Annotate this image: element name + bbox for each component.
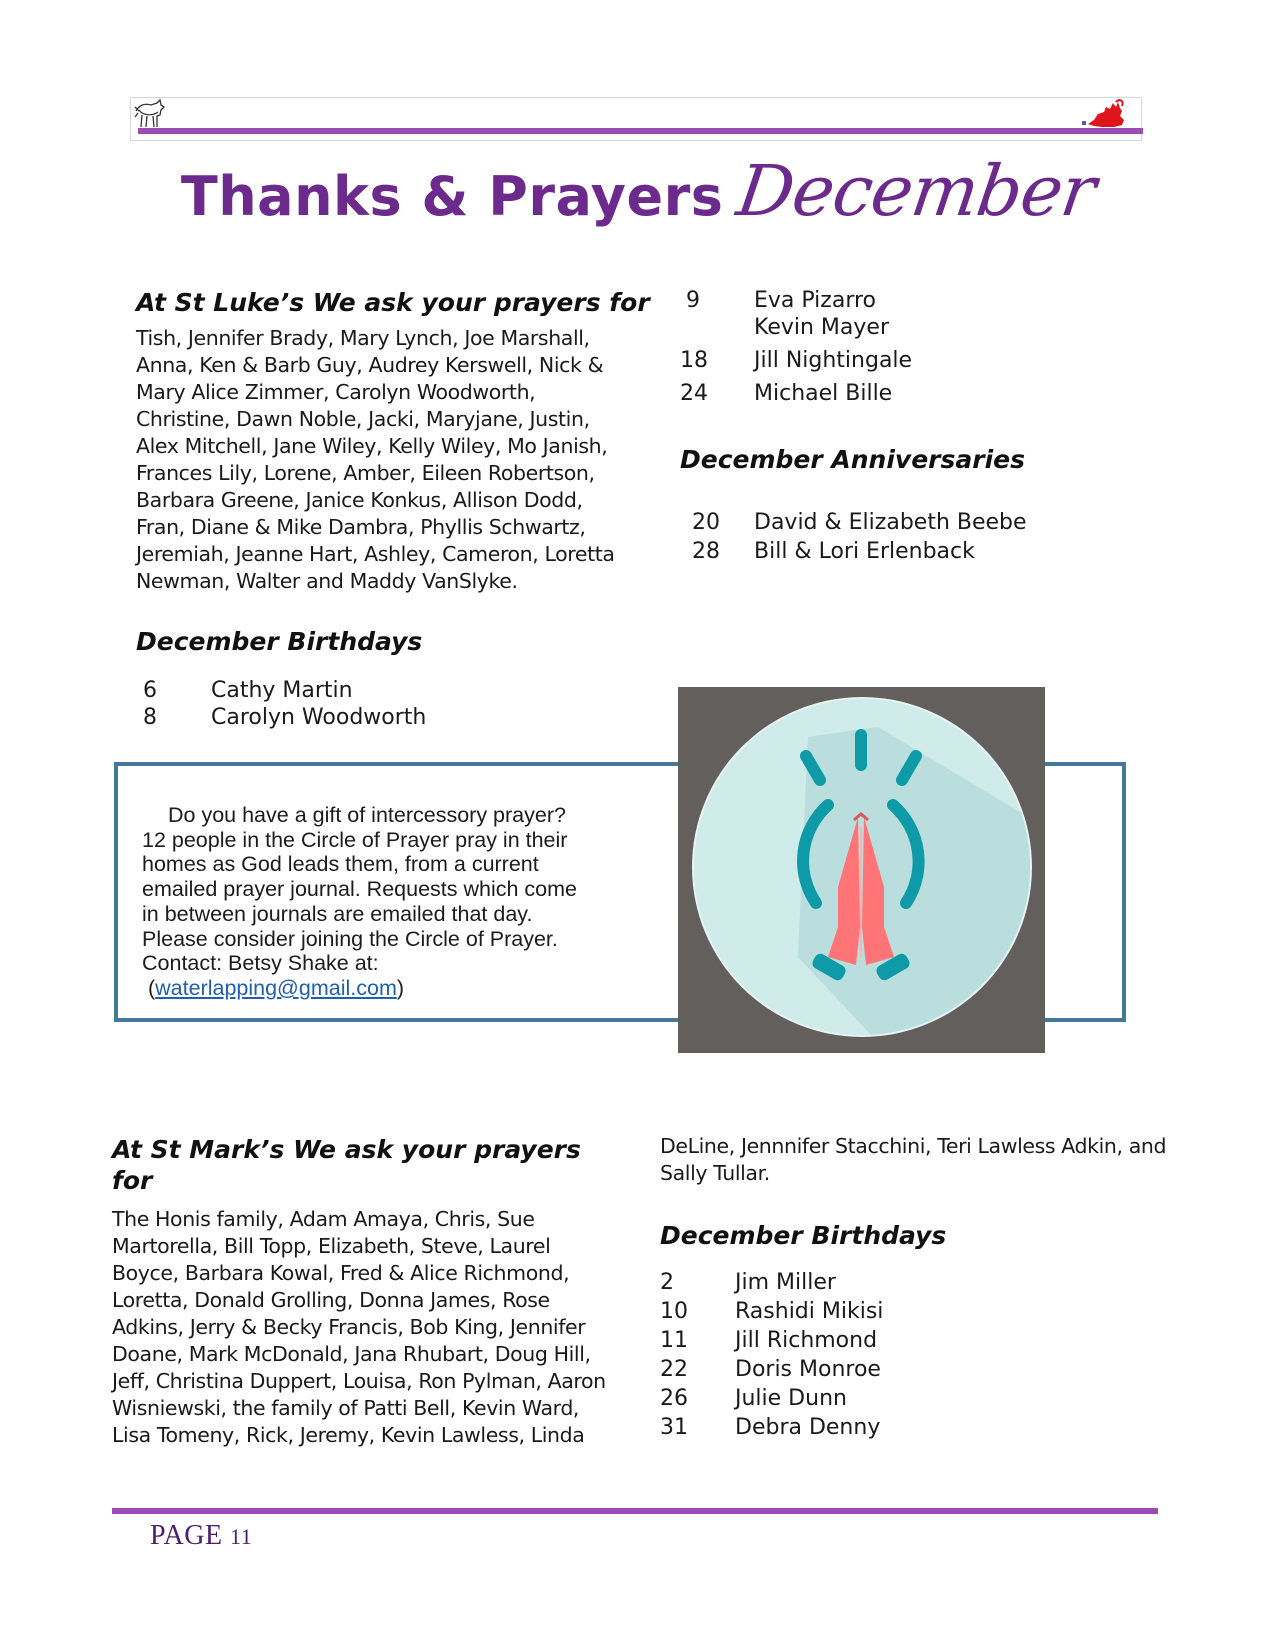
page-label: PAGE (150, 1520, 231, 1551)
birthday-day: 18 (680, 348, 708, 373)
birthday-name: Rashidi Mikisi (735, 1299, 884, 1324)
st-lukes-birthdays-heading: December Birthdays (136, 627, 423, 656)
birthday-name: Michael Bille (754, 381, 893, 406)
list-line: Adkins, Jerry & Becky Francis, Bob King, Jennifer (112, 1315, 586, 1339)
st-marks-heading-line: for (112, 1166, 153, 1195)
prayer-line: in between journals are emailed that day. (142, 901, 533, 926)
header-divider (138, 128, 1143, 134)
st-marks-birthdays-heading: December Birthdays (660, 1221, 947, 1250)
list-line: Tish, Jennifer Brady, Mary Lynch, Joe Marshall, (136, 326, 590, 350)
birthday-name: Jill Nightingale (754, 348, 913, 373)
list-line: Boyce, Barbara Kowal, Fred & Alice Richmond, (112, 1261, 570, 1285)
red-lion-logo-icon (1080, 98, 1128, 130)
anniversaries-heading: December Anniversaries (680, 445, 1025, 474)
birthday-day: 10 (660, 1299, 688, 1324)
anniversary-day: 20 (692, 510, 720, 535)
list-line: Christine, Dawn Noble, Jacki, Maryjane, Justin, (136, 407, 590, 431)
st-lukes-prayer-list (136, 325, 636, 595)
list-line: Lisa Tomeny, Rick, Jeremy, Kevin Lawless, Linda (112, 1423, 585, 1447)
birthday-name: Eva Pizarro (754, 288, 876, 313)
birthday-name: Debra Denny (735, 1415, 881, 1440)
footer-divider (112, 1508, 1158, 1514)
prayer-line: 12 people in the Circle of Prayer pray in their (142, 827, 568, 852)
prayer-line: Do you have a gift of intercessory prayer? (168, 803, 566, 827)
list-line: Jeremiah, Jeanne Hart, Ashley, Cameron, Loretta (136, 542, 615, 566)
list-line: The Honis family, Adam Amaya, Chris, Sue (112, 1207, 535, 1231)
anniversary-name: Bill & Lori Erlenback (754, 539, 975, 564)
st-marks-heading-line: At St Mark’s We ask your prayers (112, 1135, 581, 1164)
birthday-day: 2 (660, 1270, 674, 1295)
list-line: DeLine, Jennnifer Stacchini, Teri Lawless Adkin, and (660, 1134, 1167, 1158)
birthday-name: Doris Monroe (735, 1357, 881, 1382)
prayer-line: emailed prayer journal. Requests which come (142, 877, 577, 902)
birthday-name: Jill Richmond (735, 1328, 878, 1353)
page-number (150, 1520, 252, 1552)
praying-hands-icon (678, 687, 1045, 1053)
prayer-line: Contact: Betsy Shake at: (142, 951, 379, 976)
list-line: Loretta, Donald Grolling, Donna James, Rose (112, 1288, 550, 1312)
birthday-day: 31 (660, 1415, 688, 1440)
st-marks-prayer-list-continued (660, 1133, 1180, 1187)
birthday-name: Jim Miller (735, 1270, 836, 1295)
list-line: Mary Alice Zimmer, Carolyn Woodworth, (136, 380, 536, 404)
birthday-day: 24 (680, 381, 708, 406)
birthday-day: 26 (660, 1386, 688, 1411)
birthday-day: 9 (686, 288, 700, 313)
list-line: Doane, Mark McDonald, Jana Rhubart, Doug Hill, (112, 1342, 591, 1366)
anniversary-day: 28 (692, 539, 720, 564)
list-line: Frances Lily, Lorene, Amber, Eileen Robertson, (136, 461, 595, 485)
birthday-name: Julie Dunn (735, 1386, 847, 1411)
header-banner (130, 97, 1142, 141)
bull-logo-icon (133, 99, 167, 129)
contact-email-link[interactable]: waterlapping@gmail.com (155, 975, 397, 1000)
list-line: Sally Tullar. (660, 1161, 770, 1185)
birthday-day: 11 (660, 1328, 688, 1353)
page-title (0, 150, 1275, 232)
paren-close: ) (396, 975, 405, 1000)
prayer-line: homes as God leads them, from a current (142, 852, 539, 877)
list-line: Martorella, Bill Topp, Elizabeth, Steve, Laurel (112, 1234, 551, 1258)
list-line: Newman, Walter and Maddy VanSlyke. (136, 569, 518, 593)
prayer-circle-text (142, 803, 622, 1001)
birthday-name: Carolyn Woodworth (211, 705, 427, 730)
title-month: December (732, 150, 1100, 232)
anniversary-name: David & Elizabeth Beebe (754, 510, 1027, 535)
list-line: Fran, Diane & Mike Dambra, Phyllis Schwartz, (136, 515, 586, 539)
prayer-line: Please consider joining the Circle of Prayer. (142, 926, 558, 951)
praying-hands-image (678, 687, 1045, 1053)
birthday-name: Kevin Mayer (754, 315, 889, 340)
birthday-day: 22 (660, 1357, 688, 1382)
list-line: Alex Mitchell, Jane Wiley, Kelly Wiley, Mo Janish, (136, 434, 608, 458)
birthday-day: 6 (143, 678, 157, 703)
st-marks-prayer-list (112, 1206, 612, 1449)
paren-open: ( (142, 975, 156, 1000)
title-main: Thanks & Prayers (180, 165, 724, 228)
list-line: Barbara Greene, Janice Konkus, Allison Dodd, (136, 488, 583, 512)
st-marks-heading (112, 1135, 581, 1195)
list-line: Jeff, Christina Duppert, Louisa, Ron Pylman, Aaron (112, 1369, 606, 1393)
page-number-value: 11 (230, 1524, 253, 1549)
st-lukes-heading: At St Luke’s We ask your prayers for (136, 288, 650, 317)
contact-email-line (142, 976, 622, 1001)
birthday-name: Cathy Martin (211, 678, 353, 703)
list-line: Wisniewski, the family of Patti Bell, Kevin Ward, (112, 1396, 580, 1420)
list-line: Anna, Ken & Barb Guy, Audrey Kerswell, Nick & (136, 353, 604, 377)
birthday-day: 8 (143, 705, 157, 730)
